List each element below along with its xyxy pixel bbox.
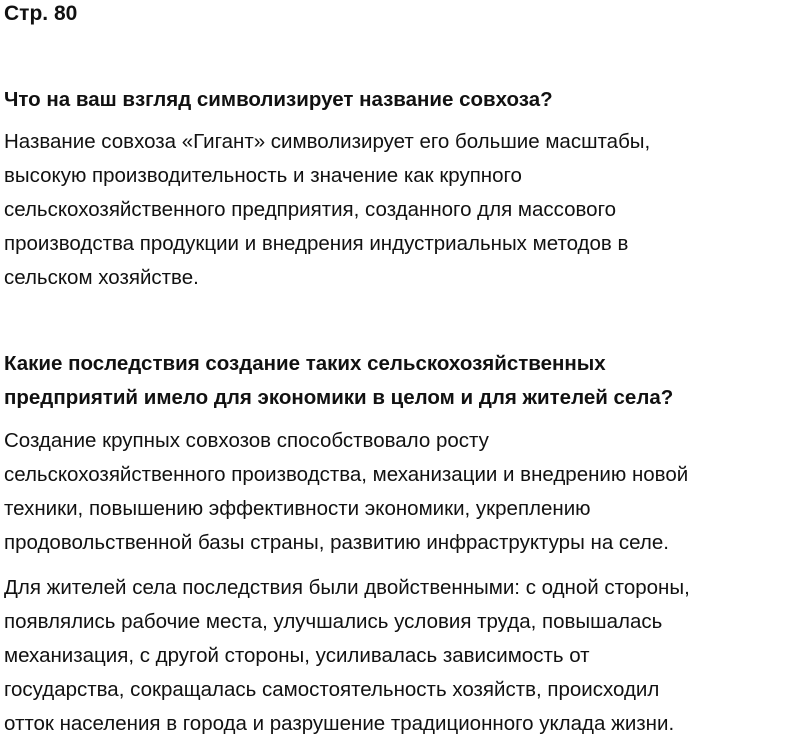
answer-line: отток населения в города и разрушение традиционного уклада жизни.	[4, 712, 675, 735]
question-heading	[4, 347, 673, 415]
answer-line: сельскохозяйственного производства, механизации и внедрению новой	[4, 463, 689, 486]
answer-line: появлялись рабочие места, улучшались условия труда, повышалась	[4, 610, 663, 633]
answer-paragraph	[4, 571, 690, 741]
page-number: Стр. 80	[4, 2, 78, 25]
answer-line: сельском хозяйстве.	[4, 266, 199, 289]
answer-paragraph	[4, 125, 650, 295]
answer-line: механизация, с другой стороны, усиливалась зависимость от	[4, 644, 590, 667]
question-line: Что на ваш взгляд символизирует название совхоза?	[4, 88, 553, 111]
question-line: предприятий имело для экономики в целом и для жителей села?	[4, 386, 674, 409]
answer-line: сельскохозяйственного предприятия, созданного для массового	[4, 198, 617, 221]
question-line: Какие последствия создание таких сельскохозяйственных	[4, 352, 606, 375]
question-heading	[4, 83, 553, 117]
answer-line: высокую производительность и значение как крупного	[4, 164, 522, 187]
answer-line: техники, повышению эффективности экономики, укреплению	[4, 497, 591, 520]
answer-line: производства продукции и внедрения индустриальных методов в	[4, 232, 629, 255]
answer-paragraph	[4, 424, 688, 560]
answer-line: Создание крупных совхозов способствовало росту	[4, 429, 489, 452]
answer-line: Для жителей села последствия были двойственными: с одной стороны,	[4, 576, 690, 599]
answer-line: продовольственной базы страны, развитию инфраструктуры на селе.	[4, 531, 669, 554]
answer-line: Название совхоза «Гигант» символизирует его большие масштабы,	[4, 130, 651, 153]
answer-line: государства, сокращалась самостоятельность хозяйств, происходил	[4, 678, 660, 701]
